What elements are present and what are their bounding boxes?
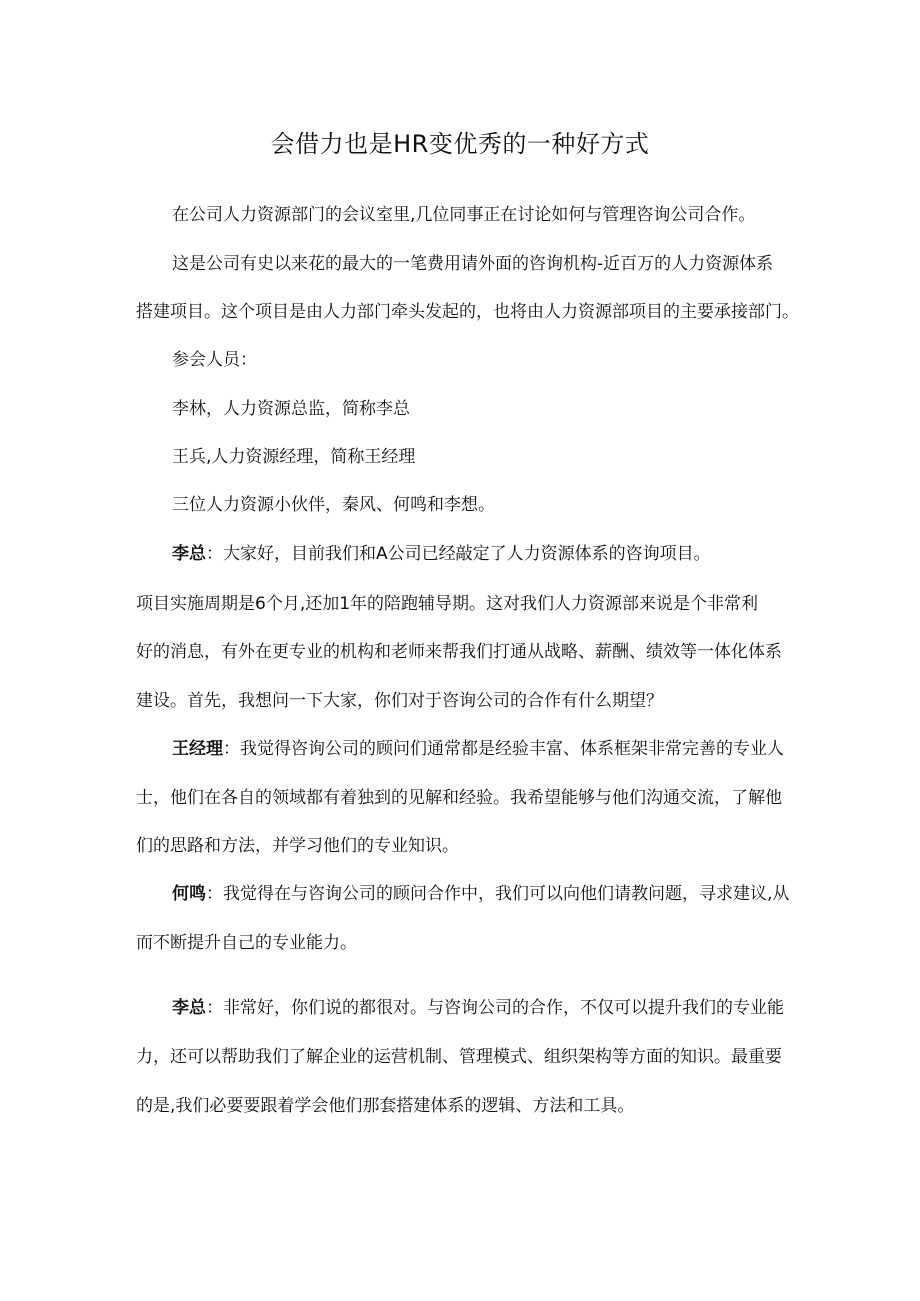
background-paragraph-line-2: 搭建项目。这个项目是由人力部门牵头发起的，也将由人力资源部项目的主要承接部门。 (136, 302, 799, 322)
dialog-line: 力，还可以帮助我们了解企业的运营机制、管理模式、组织架构等方面的知识。最重要 (136, 1047, 782, 1067)
speaker-name: 李总 (172, 544, 206, 564)
dialog-line (172, 996, 784, 1020)
document-title: 会借力也是HR变优秀的一种好方式 (270, 130, 650, 158)
dialog-line (172, 737, 784, 761)
dialog-line: 建设。首先，我想问一下大家，你们对于咨询公司的合作有什么期望？ (136, 691, 663, 711)
speaker-name: 何鸣 (172, 884, 206, 904)
dialog-line: 的是,我们必要要跟着学会他们那套搭建体系的逻辑、方法和工具。 (136, 1096, 635, 1116)
dialog-line: 好的消息，有外在更专业的机构和老师来帮我们打通从战略、薪酬、绩效等一体化体系 (136, 642, 782, 662)
intro-paragraph: 在公司人力资源部门的会议室里,几位同事正在讨论如何与管理咨询公司合作。 (172, 205, 756, 225)
dialog-line: 而不断提升自己的专业能力。 (136, 933, 357, 953)
dialog-line (172, 882, 789, 906)
attendee-item: 王兵,人力资源经理，简称王经理 (172, 447, 416, 467)
dialog-line (172, 542, 711, 566)
dialog-text: ：非常好，你们说的都很对。与咨询公司的合作，不仅可以提升我们的专业能 (206, 998, 784, 1018)
dialog-line: 项目实施周期是6个月,还加1年的陪跑辅导期。这对我们人力资源部来说是个非常利 (136, 594, 759, 614)
speaker-name: 王经理 (172, 739, 223, 759)
background-paragraph-line-1: 这是公司有史以来花的最大的一笔费用请外面的咨询机构-近百万的人力资源体系 (172, 254, 774, 274)
dialog-text: ：我觉得在与咨询公司的顾问合作中，我们可以向他们请教问题，寻求建议,从 (206, 884, 790, 904)
attendees-heading: 参会人员： (172, 350, 257, 370)
attendee-item: 三位人力资源小伙伴，秦风、何鸣和李想。 (172, 495, 495, 515)
dialog-text: ：我觉得咨询公司的顾问们通常都是经验丰富、体系框架非常完善的专业人 (223, 739, 784, 759)
attendee-item: 李林，人力资源总监，简称李总 (172, 399, 410, 419)
dialog-line: 们的思路和方法，并学习他们的专业知识。 (136, 836, 459, 856)
speaker-name: 李总 (172, 998, 206, 1018)
dialog-line: 士，他们在各自的领域都有着独到的见解和经验。我希望能够与他们沟通交流，了解他 (136, 788, 782, 808)
dialog-text: ：大家好，目前我们和A公司已经敲定了人力资源体系的咨询项目。 (206, 544, 711, 564)
